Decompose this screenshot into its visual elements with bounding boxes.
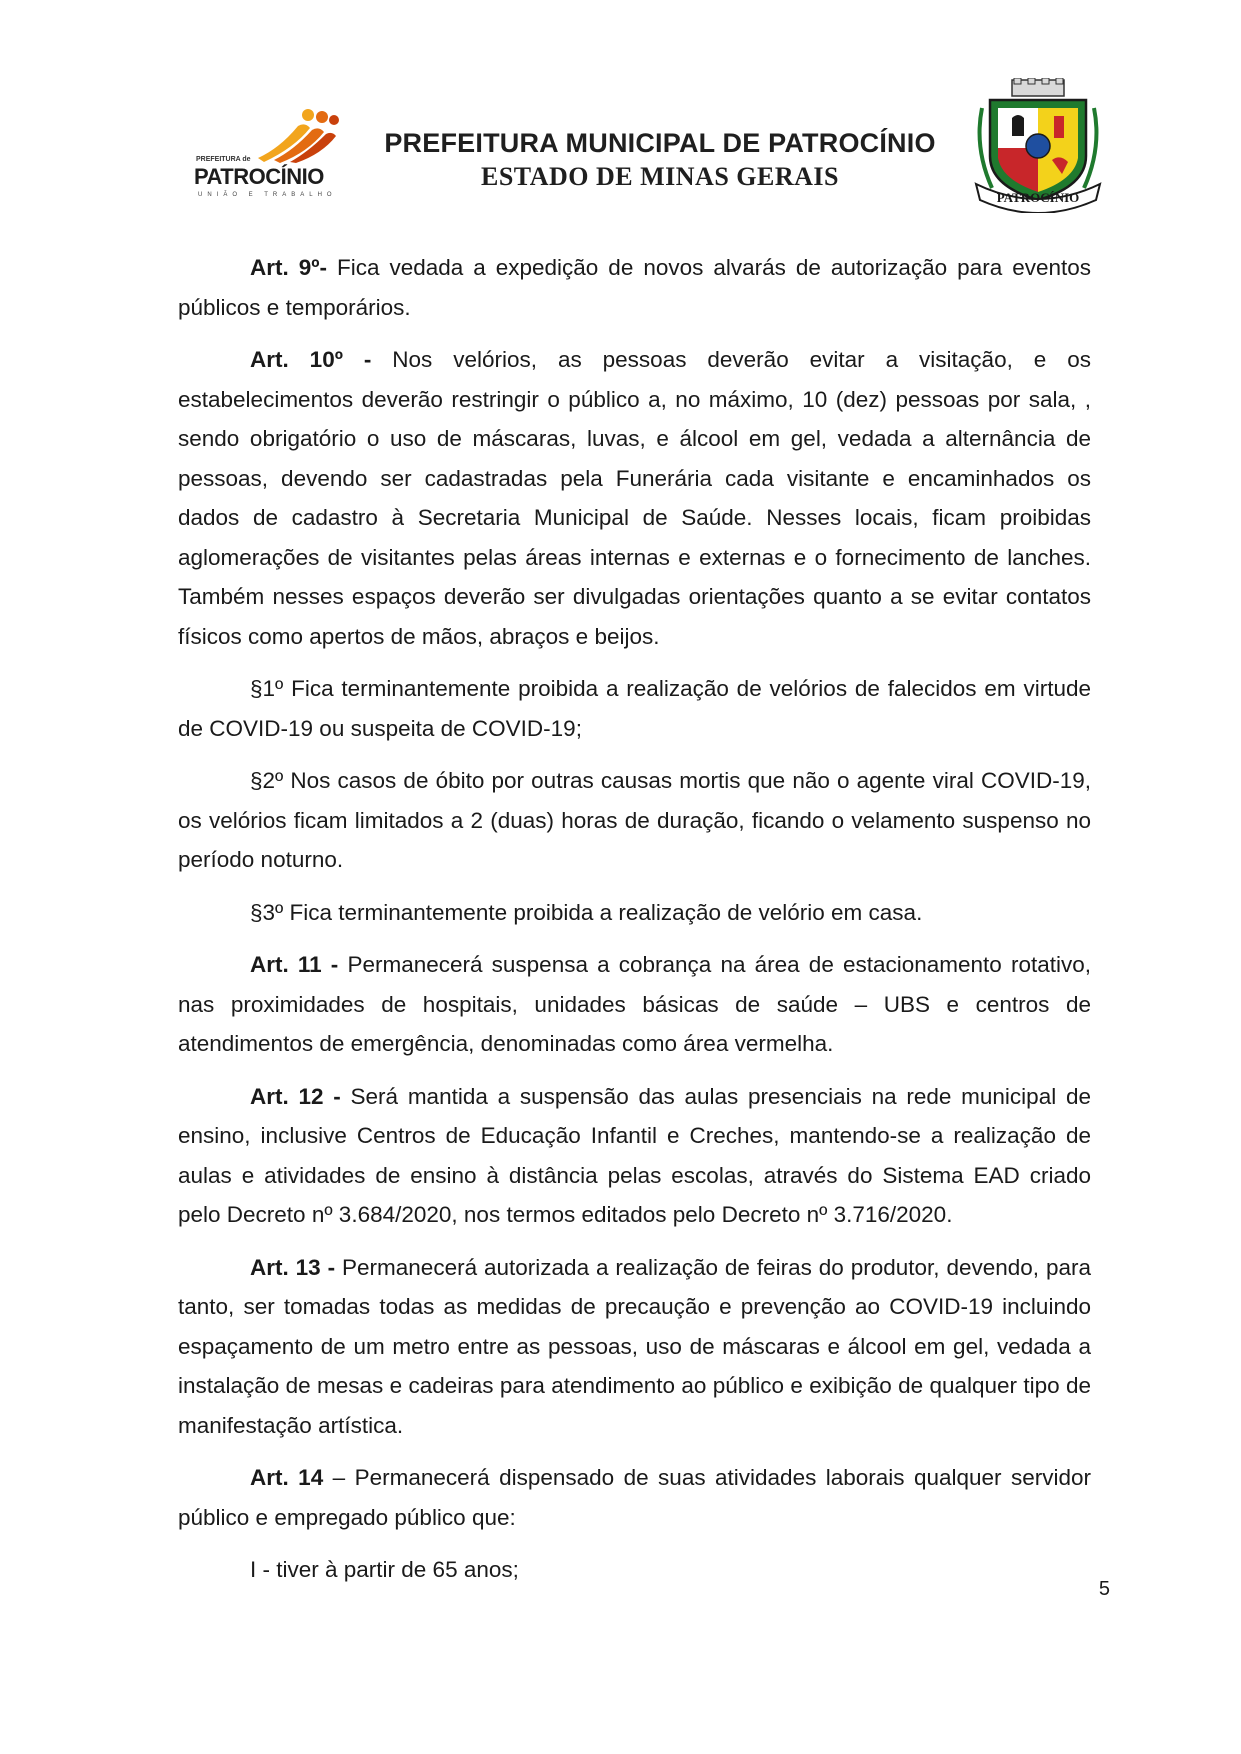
page-number: 5 (1098, 1578, 1110, 1600)
article-10-paragraph-3: §3º Fica terminantemente proibida a realização de velório em casa. (250, 899, 923, 925)
logo-brand-text: PATROCÍNIO (194, 164, 324, 189)
article-11-label: Art. 11 - (250, 952, 339, 977)
article-14-label: Art. 14 (250, 1465, 324, 1490)
header-title-municipality: PREFEITURA MUNICIPAL DE PATROCÍNIO (384, 128, 936, 158)
header-titles (360, 130, 960, 190)
article-14 (178, 1458, 1091, 1537)
crest-ribbon-text: PATROCÍNIO (996, 190, 1080, 205)
article-14-item-i: I - tiver à partir de 65 anos; (250, 1557, 519, 1582)
article-12-label: Art. 12 - (250, 1083, 341, 1109)
article-9-label: Art. 9º- (250, 255, 327, 280)
article-13-label: Art. 13 - (250, 1254, 336, 1280)
page-header (0, 0, 1241, 230)
article-12-text: Será mantida a suspensão das aulas presenciais na rede municipal de ensino, inclusive Centros de Educação Infantil e Creches, mantendo-se a realização de aulas e atividades de ensino à distância pelas escolas, através do Sistema EAD criado pelo Decreto nº 3.684/2020, nos termos editados pelo Decreto nº 3.716/2020. (178, 1083, 1091, 1227)
article-13 (178, 1248, 1091, 1446)
article-13-text: Permanecerá autorizada a realização de feiras do produtor, devendo, para tanto, ser tomadas todas as medidas de precaução e prevenção ao COVID-19 incluindo espaçamento de um metro entre as pessoas, uso de máscaras e álcool em gel, vedada a instalação de mesas e cadeiras para atendimento ao público e exibição de qualquer tipo de manifestação artística. (178, 1254, 1091, 1438)
article-10-paragraph-1: §1º Fica terminantemente proibida a realização de velórios de falecidos em virtude de COVID-19 ou suspeita de COVID-19; (178, 676, 1091, 741)
municipal-logo (190, 108, 340, 198)
article-14-text: – Permanecerá dispensado de suas atividades laborais qualquer servidor público e empregado público que: (178, 1465, 1092, 1530)
article-10-text: Nos velórios, as pessoas deverão evitar a visitação, e os estabelecimentos deverão restringir o público a, no máximo, 10 (dez) pessoas por sala, , sendo obrigatório o uso de máscaras, luvas, e álcool em gel, vedada a alternância de pessoas, devendo ser cadastradas pela Funerária cada visitante e encaminhados os dados de cadastro à Secretaria Municipal de Saúde. Nesses locais, ficam proibidas aglomerações de visitantes pelas áreas internas e externas e o fornecimento de lanches. Também nesses espaços deverão ser divulgadas orientações quanto a se evitar contatos físicos como apertos de mãos, abraços e beijos. (178, 347, 1091, 649)
article-12 (178, 1077, 1091, 1235)
header-title-state: ESTADO DE MINAS GERAIS (481, 162, 839, 191)
article-10 (178, 340, 1091, 656)
coat-of-arms-icon (972, 78, 1104, 213)
article-9 (178, 248, 1091, 327)
running-figures-logo-icon (250, 108, 340, 163)
logo-small-text: PREFEITURA de (196, 156, 251, 163)
article-10-paragraph-2: §2º Nos casos de óbito por outras causas mortis que não o agente viral COVID-19, os velórios ficam limitados a 2 (duas) horas de duração, ficando o velamento suspenso no período noturno. (178, 768, 1091, 872)
article-11 (178, 945, 1091, 1064)
article-11-text: Permanecerá suspensa a cobrança na área de estacionamento rotativo, nas proximidades de hospitais, unidades básicas de saúde – UBS e centros de atendimentos de emergência, denominadas como área vermelha. (178, 952, 1091, 1056)
article-9-text: Fica vedada a expedição de novos alvarás de autorização para eventos públicos e temporários. (178, 255, 1091, 320)
article-10-label: Art. 10º - (250, 347, 372, 372)
logo-tagline: UNIÃO E TRABALHO (198, 192, 337, 198)
document-body (178, 248, 1091, 1603)
